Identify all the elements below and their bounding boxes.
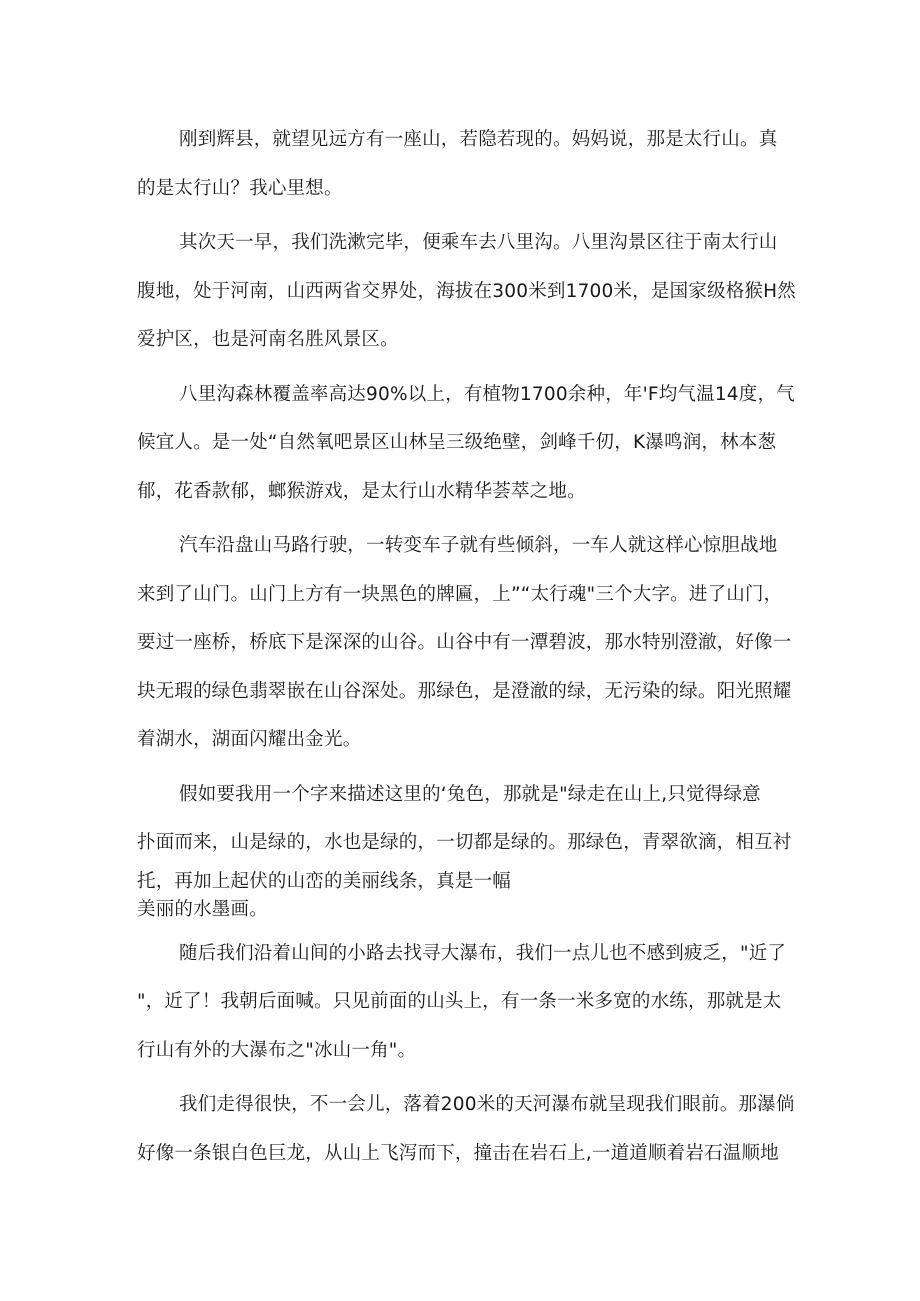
text-line: 其次天一早，我们洗漱完毕，便乘车去八里沟。八里沟景区往于南太行山	[179, 232, 778, 253]
text-line: 扑面而来，山是绿的，水也是绿的，一切都是绿的。那绿色，青翠欲滴，相互衬	[137, 832, 792, 853]
text-line: 要过一座桥，桥底下是深深的山谷。山谷中有一潭碧波，那水特别澄澈，好像一	[137, 632, 792, 653]
text-line: 随后我们沿着山间的小路去找寻大瀑布，我们一点儿也不感到疲乏，"近了	[179, 942, 787, 964]
paragraph	[137, 930, 787, 1076]
text-line: 汽车沿盘山马路行驶，一转变车子就有些倾斜，一车人就这样心惊胆战地	[179, 535, 778, 556]
text-line: "，近了！我朝后面喊。只见前面的山头上，有一条一米多宽的水练，那就是太	[137, 991, 782, 1012]
text-line: 八里沟森林覆盖率高达90%以上，有植物1700余种，年'F均气温14度，气	[179, 383, 795, 405]
text-line: 爱护区，也是河南名胜风景区。	[137, 329, 399, 350]
text-line: 块无瑕的绿色翡翠嵌在山谷深处。那绿色，是澄澈的绿，无污染的绿。阳光照耀	[137, 680, 792, 702]
paragraph	[137, 1081, 795, 1178]
text-line: 郁，花香款郁，螂猴游戏，是太行山水精华荟萃之地。	[137, 480, 586, 502]
text-line: 行山有外的大瀑布之"冰山一角"。	[137, 1039, 417, 1061]
text-line: 候宜人。是一处“自然氧吧景区山林呈三级绝壁，剑峰千仞，K瀑鸣润，林本葱	[137, 432, 777, 453]
paragraph	[137, 371, 795, 517]
paragraph	[137, 771, 792, 924]
document-body	[137, 116, 796, 1184]
text-line: 刚到辉县，就望见远方有一座山，若隐若现的。妈妈说，那是太行山。真	[179, 129, 778, 150]
text-line: 的是太行山？我心里想。	[137, 177, 343, 199]
text-line: 托，再加上起伏的山峦的美丽线条，真是一幅	[137, 870, 512, 892]
text-line: 好像一条银白色巨龙，从山上飞泻而下，撞击在岩石上,一道道顺着岩石温顺地	[137, 1142, 779, 1164]
paragraph	[137, 116, 787, 213]
text-line: 美丽的水墨画。	[137, 898, 268, 920]
text-line: 假如要我用一个字来描述这里的‘兔色，那就是"绿走在山上,只觉得绿意	[179, 783, 761, 805]
text-line: 来到了山门。山门上方有一块黑色的牌匾，上”“太行魂"三个大字。进了山门，	[137, 583, 783, 605]
text-line: 我们走得很快，不一会儿，落着200米的天河瀑布就呈现我们眼前。那瀑倘	[179, 1094, 795, 1115]
paragraph	[137, 219, 796, 365]
text-line: 着湖水，湖面闪耀出金光。	[137, 729, 362, 750]
paragraph	[137, 522, 792, 765]
text-line: 腹地，处于河南，山西两省交界处，海拔在300米到1700米，是国家级格猴H然	[137, 280, 796, 302]
